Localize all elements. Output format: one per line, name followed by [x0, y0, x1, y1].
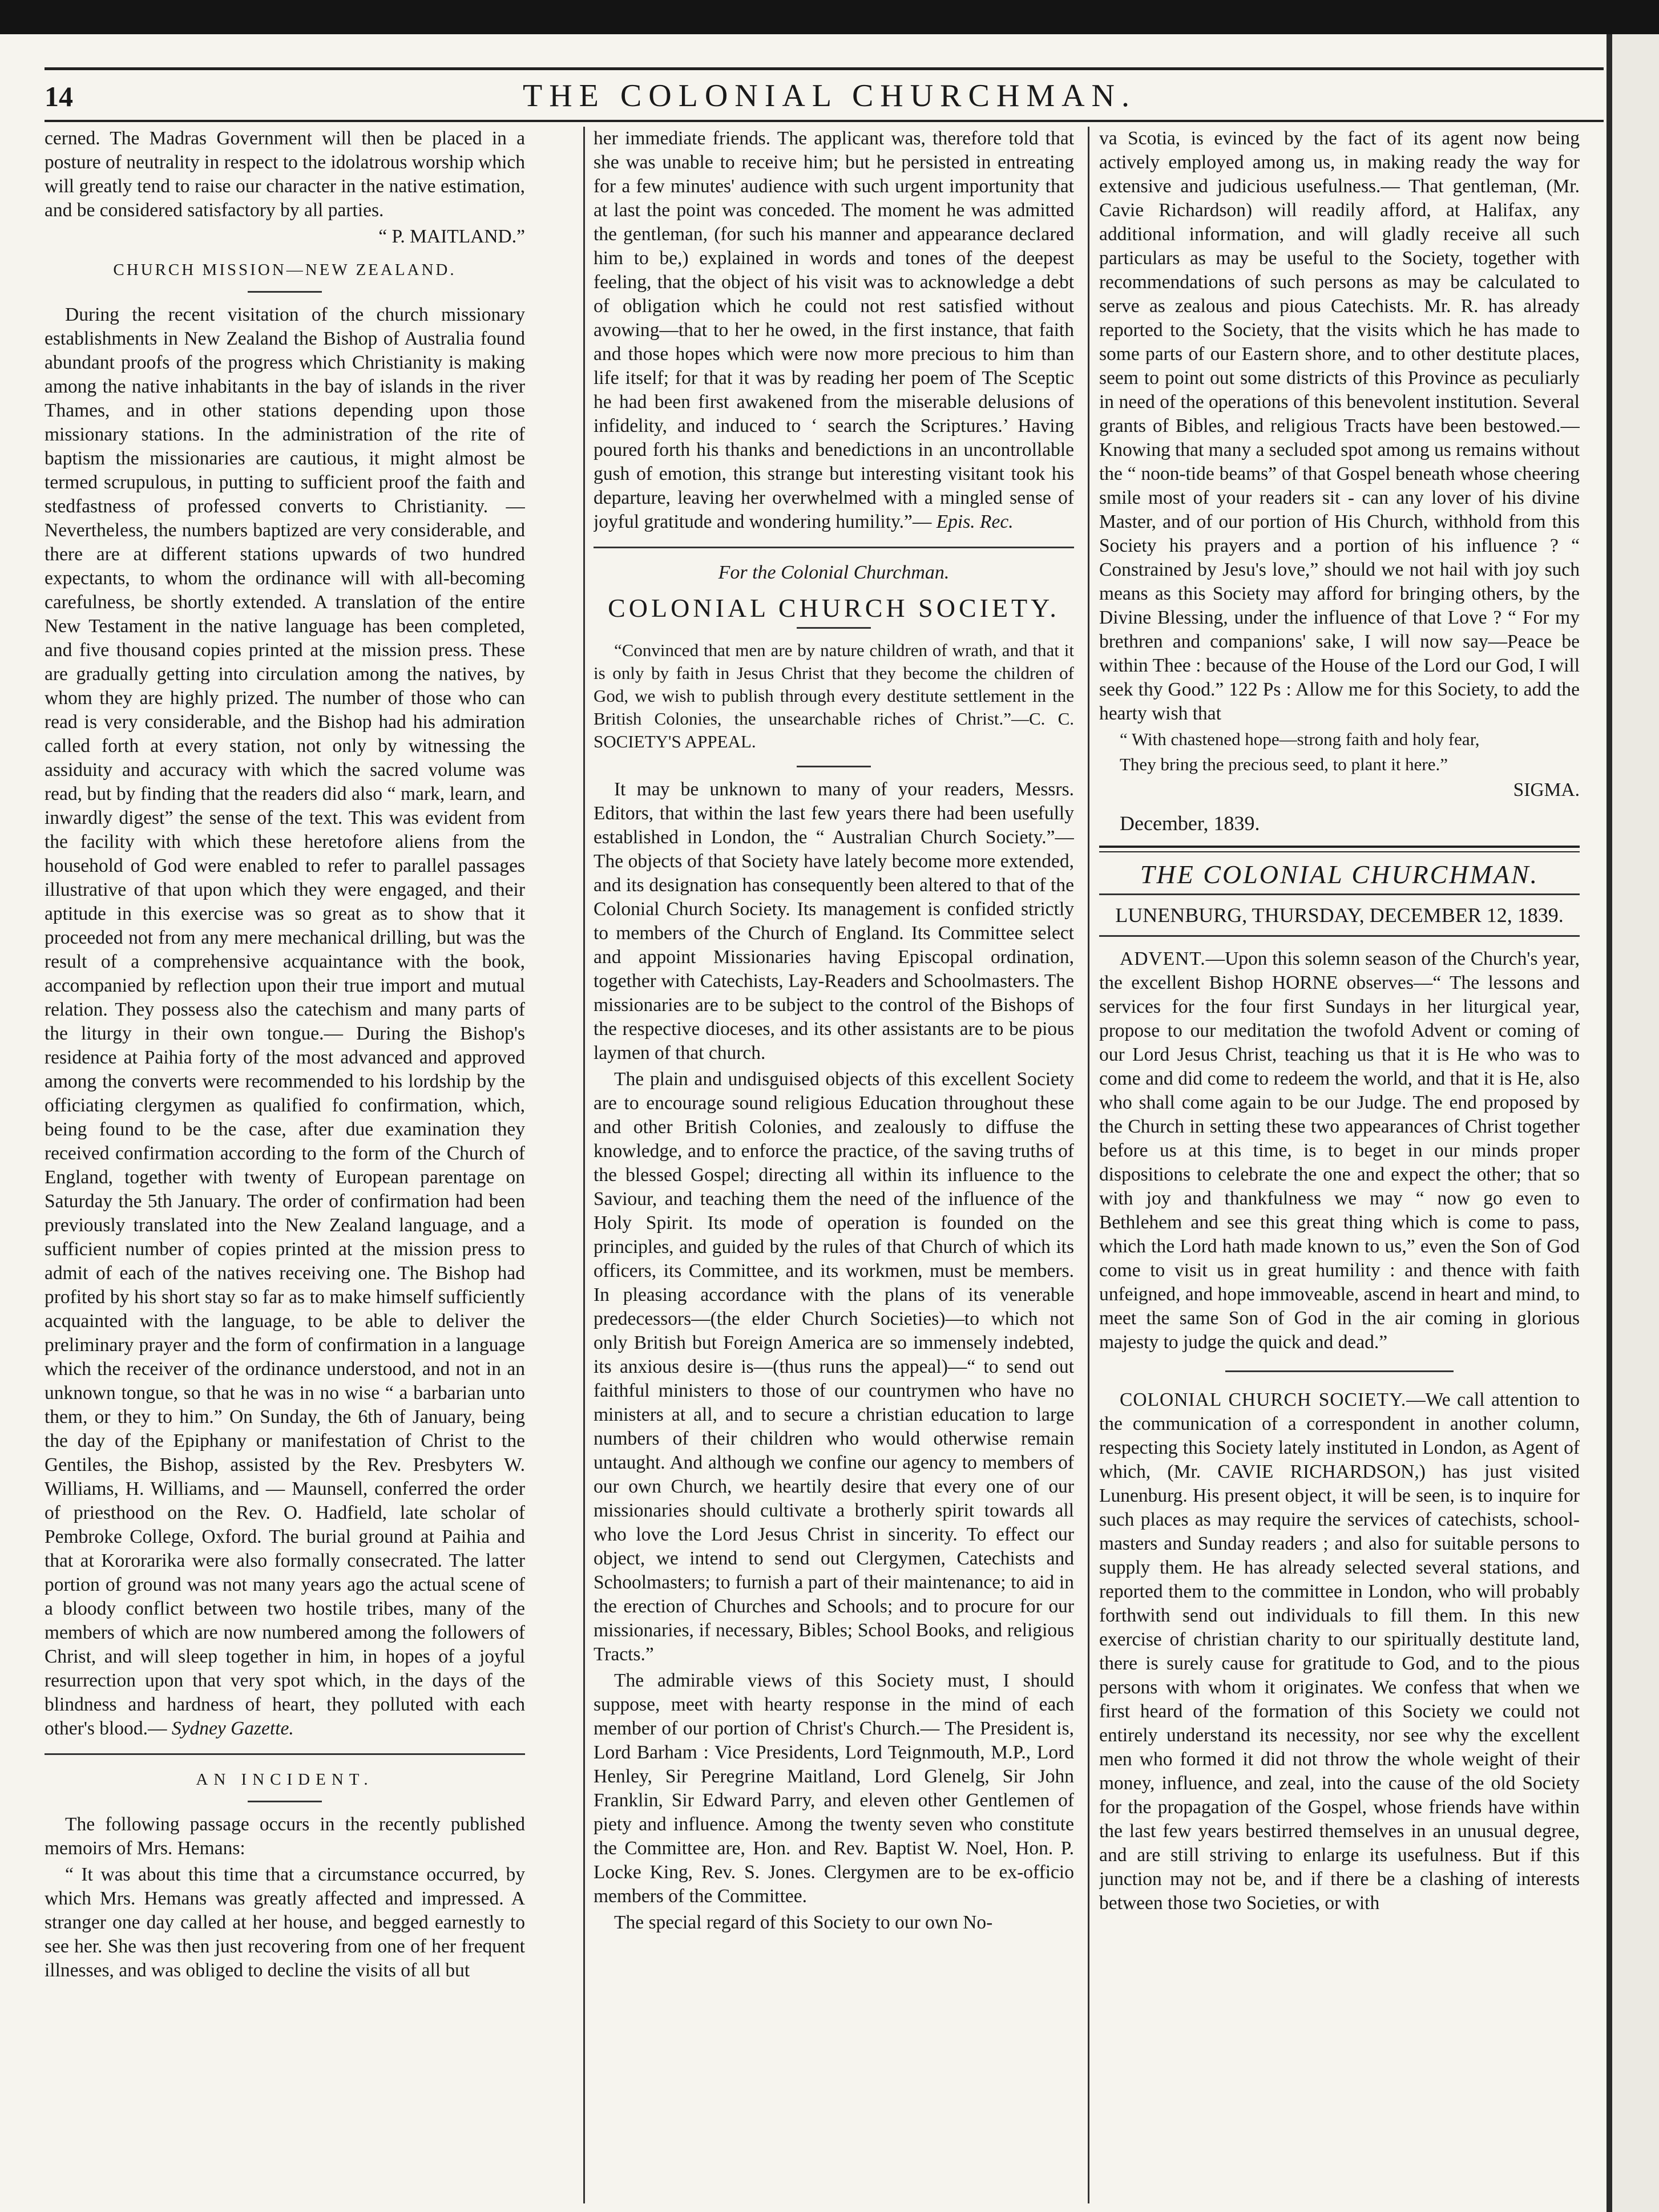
column-rule-2	[1088, 127, 1089, 2203]
quote-divider	[797, 766, 871, 767]
section-divider	[1225, 1370, 1454, 1372]
paragraph-incident-cont: her immediate friends. The applicant was, therefore told that she was unable to receive him; but he persisted in entreating for a few minutes' audience with such urgent importunity that at last the point was conceded. The moment he was admitted the gentleman, (for such his manner and appearance declared him to be,) explained in words and tones of the deepest feeling, that the object of his visit was to acknowledge a debt of obligation which he could not rest satisfied without avowing—that to her he owed, in the first instance, that faith and those hopes which were now more precious to him than life itself; for that it was by reading her poem of The Sceptic he had been first awakened from the miserable delusions of infidelity, and induced to ‘ search the Scriptures.’ Having poured forth his thanks and benedictions in an uncontrollable gush of emotion, this strange but interesting visitant took his departure, leaving her overwhelmed with a mingled sense of joyful gratitude and wondering humility.”— Epis. Rec.	[594, 128, 1074, 532]
letter-date: December, 1839.	[1120, 812, 1260, 835]
masthead-title: THE COLONIAL CHURCHMAN.	[522, 78, 1136, 114]
paragraph-society-cont: va Scotia, is evinced by the fact of its agent now being actively employed among us, in making ready the way for extensive and judicious usefulness.— That gentleman, (Mr. Cavie Richardson) will readily afford, at Halifax, any additional information, and will gladly receive all such particulars as may be useful to the Society, together with recommendations of such persons as may be calculated to serve as zealous and pious Catechists. Mr. R. has already reported to the Society, that the visits which he has made to some parts of our Eastern shore, and to other destitute places, seem to point out some districts of this Province as peculiarly in need of the operations of this benevolent institution. Several grants of Bibles, and religious Tracts have been bestowed.—Knowing that many a secluded spot among us remains without the “ noon-tide beams” of that Gospel beneath whose cheering smile most of your readers sit - can any lover of his divine Master, and of our portion of His Church, withhold from this Society his prayers and a portion of his influence ? “ Constrained by Jesu's love,” should we not hail with joy such means as this Society may afford for bringing others, by the Divine Blessing, under the influence of that Love ? “ For my brethren and companions' sake, I will now say—Peace be within Thee : because of the House of the Lord our God, I will seek thy Good.” 122 Ps : Allow me for this Society, to add the hearty wish that	[1099, 128, 1580, 724]
column-2	[594, 127, 1074, 2198]
heading-divider	[248, 1801, 322, 1802]
paragraph-incident-intro: The following passage occurs in the recently published memoirs of Mrs. Hemans:	[45, 1814, 525, 1859]
heading-divider	[797, 627, 871, 629]
section-divider	[45, 1753, 525, 1755]
dateline-lunenburg: LUNENBURG, THURSDAY, DECEMBER 12, 1839.	[1115, 904, 1564, 927]
signature-maitland: “ P. MAITLAND.”	[378, 226, 525, 247]
source-sydney-gazette: Sydney Gazette.	[171, 1718, 294, 1739]
masthead-bottom-rule	[45, 120, 1604, 122]
editorial-rule-mid	[1099, 893, 1580, 895]
editorial-rule-bottom	[1099, 935, 1580, 937]
paragraph-society-3: The admirable views of this Society must, I should suppose, meet with hearty response in the mind of each member of our portion of Christ's Church.— The President is, Lord Barham : Vice Presidents, Lord Teignmouth, M.P., Lord Henley, Sir Peregrine Maitland, Lord Glenelg, Sir John Franklin, Sir Edward Parry, and eleven other Gentlemen of piety and influence. Among the twenty seven who constitute the Committee are, Hon. and Rev. Baptist W. Noel, Hon. P. Locke King, Rev. S. Jones. Clergymen are to be ex-officio members of the Committee.	[594, 1670, 1074, 1907]
paragraph-society-1: It may be unknown to many of your readers, Messrs. Editors, that within the last few years there had been usefully established in London, the “ Australian Church Society.”—The objects of that Society have lately become more extended, and its designation has consequently been altered to that of the Colonial Church Society. Its management is confided strictly to members of the Church of England. Its Committee select and appoint Missionaries having Episcopal ordination, together with Catechists, Lay-Readers and Schoolmasters. The missionaries are to be subject to the control of the Bishops of the respective dioceses, and its other assistants are to be pious laymen of that church.	[594, 779, 1074, 1063]
for-the-colonial-churchman: For the Colonial Churchman.	[718, 562, 950, 583]
motto-line-1: “ With chastened hope—strong faith and holy fear,	[1120, 729, 1480, 749]
masthead-top-rule	[45, 67, 1604, 70]
heading-the-colonial-churchman: THE COLONIAL CHURCHMAN.	[1140, 860, 1539, 889]
column-3	[1099, 127, 1580, 2198]
heading-an-incident: AN INCIDENT.	[196, 1770, 374, 1789]
top-black-bar	[0, 0, 1659, 34]
lead-advent: ADVENT.	[1120, 948, 1206, 969]
paragraph-incident-quote: “ It was about this time that a circumstance occurred, by which Mrs. Hemans was greatly affected and impressed. A stranger one day called at her house, and begged earnestly to see her. She was then just recovering from one of her frequent illnesses, and was obliged to decline the visits of all but	[45, 1864, 525, 1981]
heading-church-mission: CHURCH MISSION—NEW ZEALAND.	[113, 261, 457, 279]
article-continuation: cerned. The Madras Government will then be placed in a posture of neutrality in respect to the idolatrous worship which will greatly tend to raise our character in the native estimation, and be considered satisfactory by all parties.	[45, 128, 525, 221]
column-1	[45, 127, 525, 2198]
section-divider	[594, 547, 1074, 548]
source-epis-rec: Epis. Rec.	[936, 511, 1014, 532]
signature-sigma: SIGMA.	[1513, 779, 1580, 800]
column-rule-1	[583, 127, 585, 2203]
heading-colonial-church-society: COLONIAL CHURCH SOCIETY.	[608, 593, 1060, 622]
lead-colonial-church-society: COLONIAL CHURCH SOCIETY.	[1120, 1389, 1407, 1410]
paragraph-ccs-notice: COLONIAL CHURCH SOCIETY.—We call attention to the communication of a correspondent in another column, respecting this Society lately instituted in London, as Agent of which, (Mr. CAVIE RICHARDSON,) has just visited Lunenburg. His present object, it will be seen, is to inquire for such places as may require the services of catechists, school-masters and Sunday readers ; and also for suitable persons to supply them. He has already selected several stations, and reported them to the committee in London, who will probably forthwith send out individuals to fill them. In this new exercise of christian charity to our spiritually destitute land, there is surely cause for gratitude to God, and to the pious persons with whom it originates. We confess that when we first heard of the formation of this Society we could not entirely understand its necessity, nor see why the excellent men who formed it did not throw the whole weight of their money, influence, and zeal, into the cause of the old Society for the propagation of the Gospel, whose friends have within the last few years bestirred themselves in an unusual degree, and are still striving to enlarge its usefulness. But if this junction may not be, and if there be a clashing of interests between those two Societies, or with	[1099, 1389, 1580, 1914]
paragraph-society-2: The plain and undisguised objects of this excellent Society are to encourage sound religious Education throughout these and other British Colonies, and zealously to diffuse the knowledge, and to enforce the practice, of the saving truths of the blessed Gospel; directing all within its influence to the Saviour, and teaching them the need of the influence of the Holy Spirit. Its mode of operation is founded on the principles, and guided by the rules of that Church of which its officers, its Committee, and its workmen, must be members. In pleasing accordance with the plans of its venerable predecessors—(the elder Church Societies)—to which not only British but Foreign America are so immensely indebted, its anxious desire is—(thus runs the appeal)—“ to send out faithful ministers to those of our countrymen who have no ministers at all, and to secure a christian education to large numbers of their children who would otherwise remain untaught. And although we confine our agency to members of our own Church, we heartily desire that every one of our missionaries should cultivate a brotherly spirit towards all who love the Lord Jesus Christ in sincerity. To effect our object, we intend to send out Clergymen, Catechists and Schoolmasters; to furnish a part of their maintenance; to aid in the erection of Churches and Schools; and to procure for our missionaries, if necessary, Bibles; School Books, and religious Tracts.”	[594, 1069, 1074, 1665]
editorial-rule-top	[1099, 846, 1580, 852]
society-appeal-quote: “Convinced that men are by nature children of wrath, and that it is only by faith in Jesus Christ that they become the children of God, we wish to publish through every destitute settlement in the British Colonies, the unsearchable riches of Christ.”—C. C. SOCIETY'S APPEAL.	[594, 640, 1074, 751]
facing-page-margin	[1612, 34, 1659, 2212]
page-number: 14	[45, 80, 73, 112]
paragraph-mission: During the recent visitation of the church missionary establishments in New Zealand the Bishop of Australia found abundant proofs of the progress which Christianity is making among the native inhabitants in the bay of islands in the river Thames, and in other stations depending upon those missionary stations. In the administration of the rite of baptism the missionaries are cautious, it might almost be termed scrupulous, in putting to sufficient proof the faith and stedfastness of professed converts to Christianity. — Nevertheless, the numbers baptized are very considerable, and there are at different stations upwards of two hundred expectants, to whom the ordinance will with all-becoming carefulness, be shortly extended. A translation of the entire New Testament in the native language has been completed, and five thousand copies printed at the mission press. These are gradually getting into circulation among the natives, by whom they are highly prized. The number of those who can read is very considerable, and the Bishop had his admiration called forth at every station, not only by witnessing the assiduity and accuracy with which the sacred volume was read, but by finding that the readers did also “ mark, learn, and inwardly digest” the sense of the text. This was evident from the facility with which these heretofore aliens from the household of God were enabled to refer to parallel passages illustrative of that upon which they were engaged, and their aptitude in this exercise was so great as to show that it proceeded not from any mere mechanical drilling, but was the result of a comprehensive acquaintance with the book, accompanied by reflection upon their true import and mutual relation. They possess also the catechism and many parts of the liturgy in their own tongue.— During the Bishop's residence at Paihia forty of the most advanced and approved among the converts were recommended to his lordship by the officiating clergymen as qualified fo confirmation, which, being found to be the case, after due examination they received confirmation according to the form of the Church of England, together with twenty of European parentage on Saturday the 5th January. The order of confirmation had been previously translated into the New Zealand language, and a sufficient number of copies printed at the mission press to admit of each of the natives receiving one. The Bishop had profited by his short stay so far as to make himself sufficiently acquainted with the language, to be able to deliver the preliminary prayer and the form of confirmation in a language which the receiver of the ordinance understood, and not in an unknown tongue, so that he was in no wise “ a barbarian unto them, or they to him.” On Sunday, the 6th of January, being the day of the Epiphany or manifestation of Christ to the Gentiles, the Bishop, assisted by the Rev. Presbyters W. Williams, H. Williams, and — Maunsell, conferred the order of priesthood on the Rev. O. Hadfield, late scholar of Pembroke College, Oxford. The burial ground at Paihia and that at Kororarika were also formally consecrated. The latter portion of ground was not many years ago the actual scene of a bloody conflict between two hostile tribes, many of the members of which are now numbered among the followers of Christ, and will sleep together in him, in hopes of a joyful resurrection upon that very spot which, in the days of the blindness and hardness of heart, they polluted with each other's blood.— Sydney Gazette.	[45, 304, 525, 1739]
heading-divider	[248, 291, 322, 293]
page-edge-shadow	[1606, 34, 1612, 2212]
paragraph-society-4: The special regard of this Society to our own No-	[614, 1912, 993, 1933]
motto-line-2: They bring the precious seed, to plant it here.”	[1120, 754, 1448, 774]
paragraph-advent: ADVENT.—Upon this solemn season of the Church's year, the excellent Bishop HORNE observes—“ The lessons and services for the four first Sundays in her liturgical year, propose to our meditation the twofold Advent or coming of our Lord Jesus Christ, teaching us that it is He who was to come and did come to redeem the world, and that it is He, also who shall come again to be our Judge. The end proposed by the Church in setting these two appearances of Christ together before us at this time, is to beget in our minds proper dispositions to celebrate the one and expect the other; that so with joy and thankfulness we may “ now go even to Bethlehem and see this great thing which is come to pass, which the Lord hath made known to us,” even the Son of God come to visit us in great humility : and thence with faith unfeigned, and hope immoveable, ascend in heart and mind, to meet the same Son of God in the air coming in glorious majesty to judge the quick and dead.”	[1099, 948, 1580, 1353]
